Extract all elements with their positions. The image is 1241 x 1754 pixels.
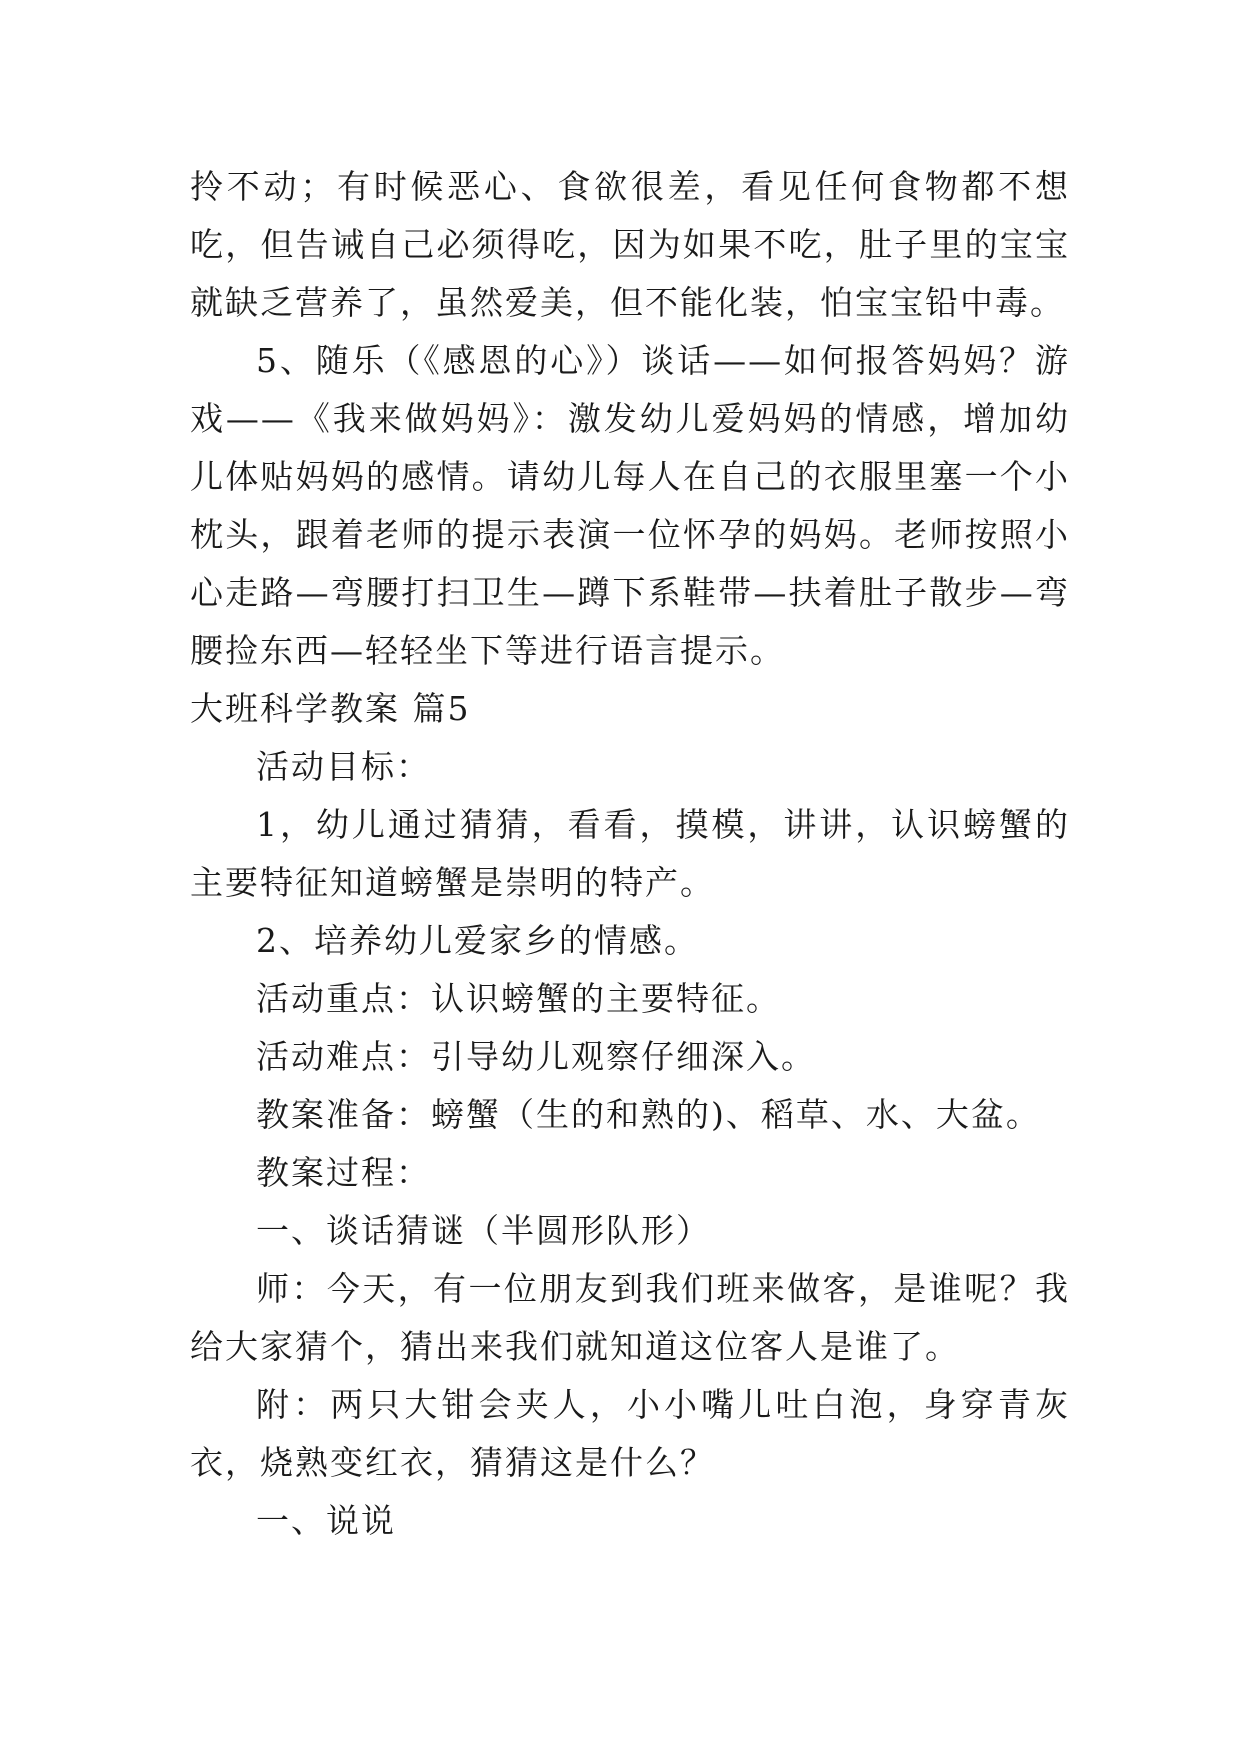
goal-item-1: 1，幼儿通过猜猜，看看，摸模，讲讲，认识螃蟹的主要特征知道螃蟹是崇明的特产。 — [190, 805, 1070, 902]
activity-goals-label: 活动目标： — [256, 747, 431, 786]
lesson-process-label: 教案过程： — [256, 1153, 431, 1192]
process-step-1: 一、谈话猜谜（半圆形队形） — [256, 1211, 711, 1250]
teacher-dialogue: 师：今天，有一位朋友到我们班来做客，是谁呢？我给大家猜个，猜出来我们就知道这位客人是谁了。 — [190, 1269, 1070, 1366]
paragraph-continuation: 拎不动；有时候恶心、食欲很差，看见任何食物都不想吃，但告诫自己必须得吃，因为如果不吃，肚子里的宝宝就缺乏营养了，虽然爱美，但不能化装，怕宝宝铅中毒。 — [190, 167, 1070, 322]
activity-difficulty: 活动难点：引导幼儿观察仔细深入。 — [256, 1037, 816, 1076]
lesson-preparation: 教案准备：螃蟹（生的和熟的)、稻草、水、大盆。 — [256, 1095, 1041, 1134]
document-body — [190, 158, 1070, 1550]
section-heading: 大班科学教案 篇5 — [190, 689, 471, 728]
activity-focus: 活动重点：认识螃蟹的主要特征。 — [256, 979, 781, 1018]
process-step-2: 一、说说 — [256, 1501, 396, 1540]
goal-item-2: 2、培养幼儿爱家乡的情感。 — [256, 921, 699, 960]
riddle-text: 附：两只大钳会夹人，小小嘴儿吐白泡，身穿青灰衣，烧熟变红衣，猜猜这是什么？ — [190, 1385, 1070, 1482]
paragraph-step-5: 5、随乐（《感恩的心》）谈话——如何报答妈妈？游戏——《我来做妈妈》：激发幼儿爱妈妈的情感，增加幼儿体贴妈妈的感情。请幼儿每人在自己的衣服里塞一个小枕头，跟着老师的提示表演一位怀孕的妈妈。老师按照小心走路—弯腰打扫卫生—蹲下系鞋带—扶着肚子散步—弯腰捡东西—轻轻坐下等进行语言提示。 — [190, 341, 1070, 670]
